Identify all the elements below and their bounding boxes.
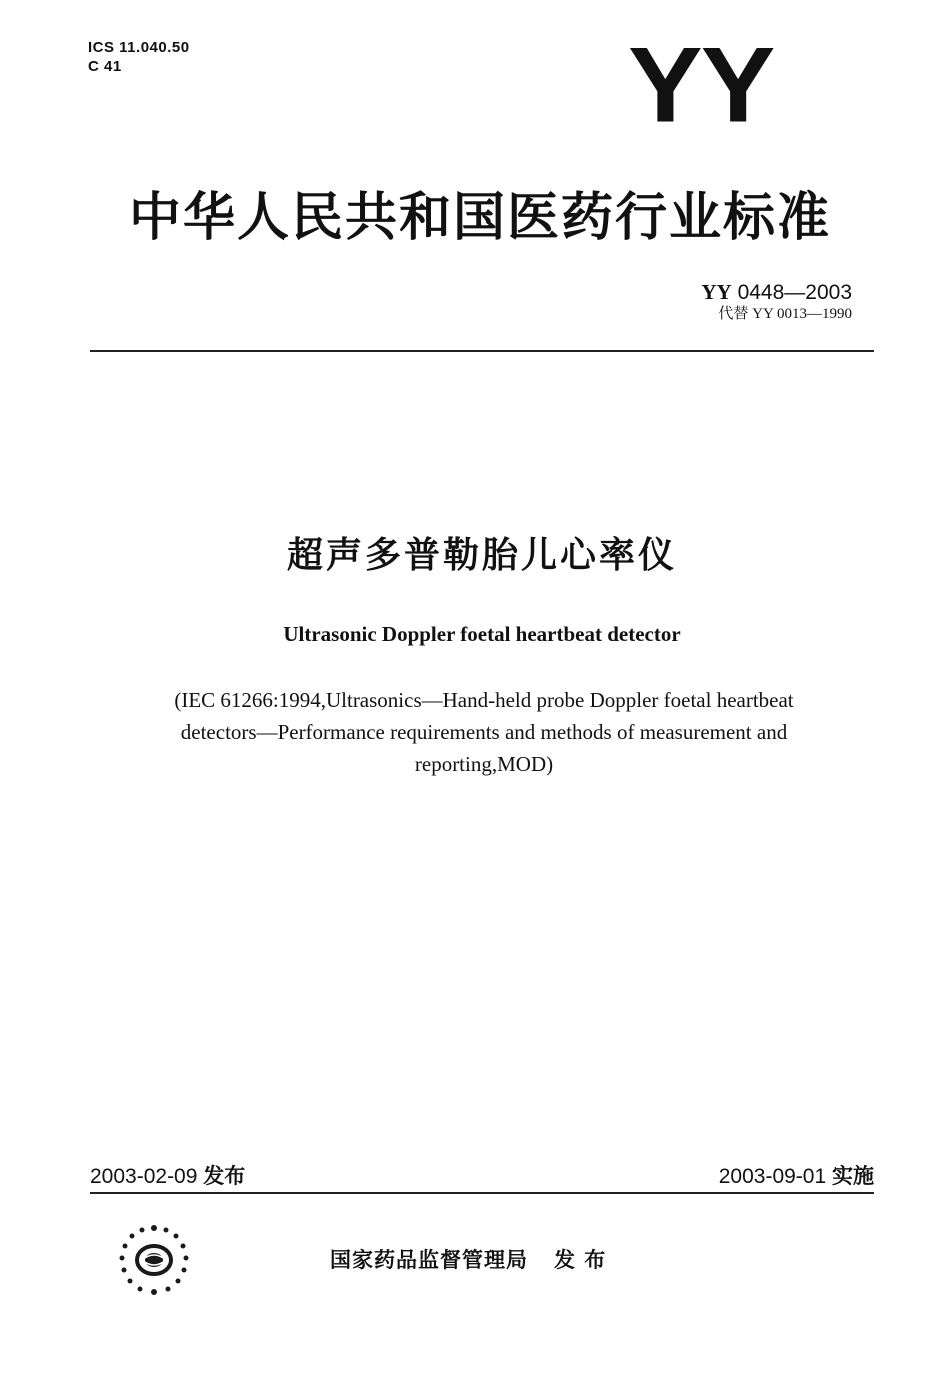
replaces-standard: 代替 YY 0013—1990 xyxy=(718,306,852,322)
standard-number xyxy=(560,280,852,305)
issue-date xyxy=(90,1164,245,1189)
implementation-date-value: 2003-09-01 xyxy=(718,1165,827,1188)
standard-number-prefix: YY xyxy=(701,280,732,304)
publisher-name: 国家药品监督管理局 xyxy=(330,1248,528,1272)
classification-codes xyxy=(88,38,190,76)
adoption-line-1: (IEC 61266:1994,Ultrasonics—Hand-held probe Doppler foetal heartbeat xyxy=(174,688,794,712)
title-chinese: 超声多普勒胎儿心率仪 xyxy=(286,535,677,576)
issue-date-label: 发布 xyxy=(203,1164,246,1188)
issue-date-value: 2003-02-09 xyxy=(90,1165,198,1188)
top-divider xyxy=(90,350,874,352)
adoption-line-2: detectors—Performance requirements and methods of measurement and xyxy=(180,720,788,744)
standard-number-value: 0448—2003 xyxy=(737,281,852,304)
bottom-divider xyxy=(90,1192,874,1194)
publisher xyxy=(330,1246,606,1274)
ics-code: ICS 11.040.50 xyxy=(88,39,190,56)
category-title: 中华人民共和国医药行业标准 xyxy=(128,188,831,248)
title-english: Ultrasonic Doppler foetal heartbeat detector xyxy=(283,622,681,646)
ccs-code: C 41 xyxy=(88,58,122,75)
publisher-action: 发 布 xyxy=(554,1248,607,1272)
agency-seal-icon xyxy=(112,1220,196,1300)
adoption-line-3: reporting,MOD) xyxy=(414,752,554,776)
implementation-date xyxy=(560,1164,874,1189)
adoption-statement xyxy=(110,684,858,780)
implementation-date-label: 实施 xyxy=(832,1164,874,1188)
industry-logo: YY xyxy=(628,25,774,145)
